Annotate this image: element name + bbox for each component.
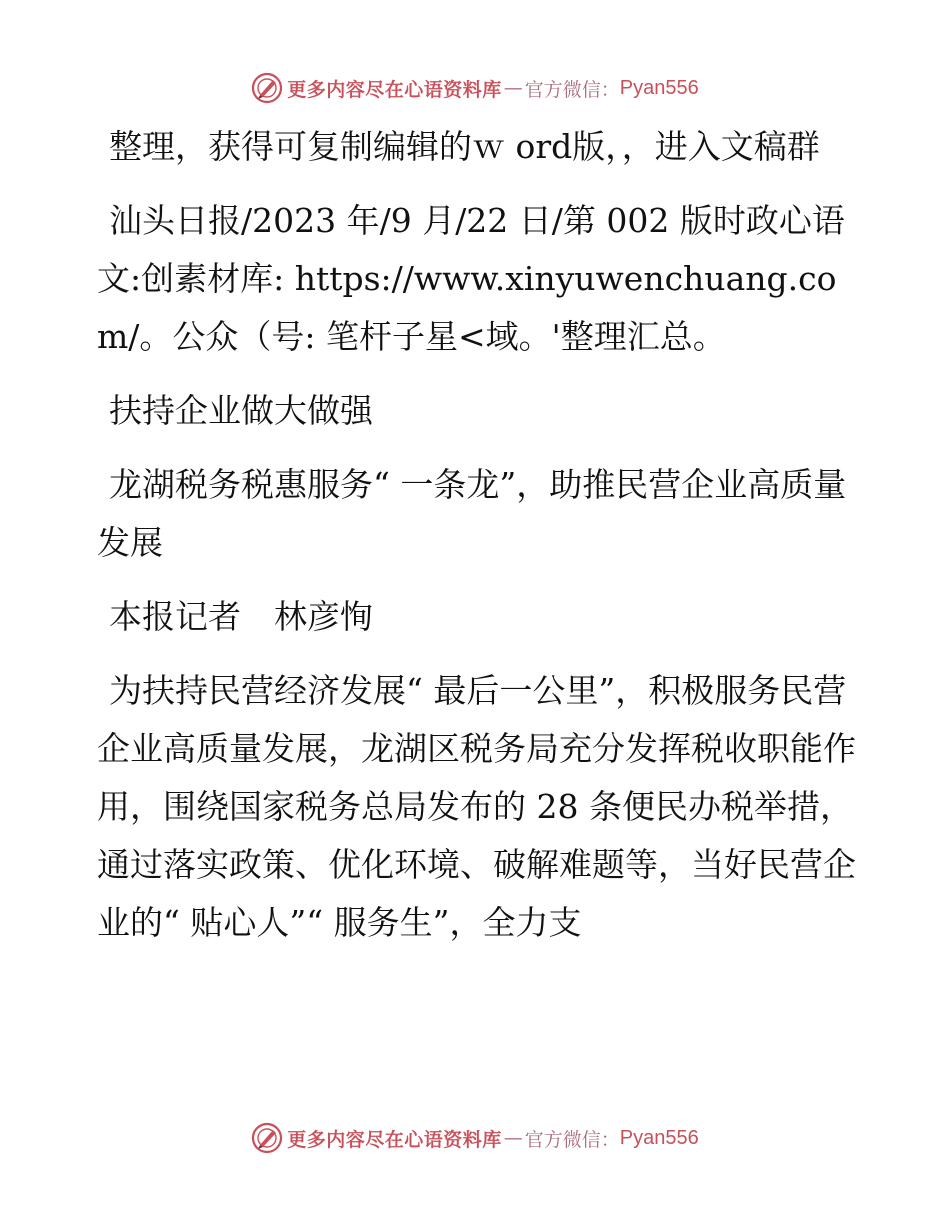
banner-wechat-id: Pyan556 — [619, 1126, 699, 1149]
banner-main-text: 更多内容尽在心语资料库 — [287, 1128, 502, 1151]
brush-logo-icon — [251, 1122, 283, 1154]
paragraph-source: 汕头日报/2023 年/9 月/22 日/第 002 版时政心语文:创素材库: https://www.xinyuwenchuang.com/。公众（号: 笔杆子星<域。'整理汇总。 — [97, 201, 845, 356]
article-headline: 龙湖税务税惠服务“ 一条龙”，助推民营企业高质量发展 — [97, 465, 847, 562]
brush-logo-icon — [251, 72, 283, 104]
article-kicker: 扶持企业做大做强 — [109, 391, 373, 430]
document-body — [97, 118, 857, 968]
banner-main-text: 更多内容尽在心语资料库 — [287, 78, 502, 101]
banner-sub-text: 官方微信： — [524, 78, 620, 101]
footer-banner — [0, 1122, 950, 1154]
banner-sub-text: 官方微信： — [524, 1128, 620, 1151]
banner-separator: — — [503, 1127, 523, 1149]
banner-wechat-id: Pyan556 — [619, 76, 699, 99]
banner-separator: — — [503, 77, 523, 99]
header-banner — [0, 72, 950, 104]
article-body-paragraph: 为扶持民营经济发展“ 最后一公里”，积极服务民营企业高质量发展，龙湖区税务局充分发挥税收职能作用，围绕国家税务总局发布的 28 条便民办税举措，通过落实政策、优化环境、破解难题等，当好民营企业的“ 贴心人”“ 服务生”，全力支 — [97, 671, 856, 942]
paragraph-intro: 整理，获得可复制编辑的ｗ ord版，，进入文稿群 — [109, 127, 820, 166]
article-byline: 本报记者 林彦恂 — [109, 597, 373, 636]
